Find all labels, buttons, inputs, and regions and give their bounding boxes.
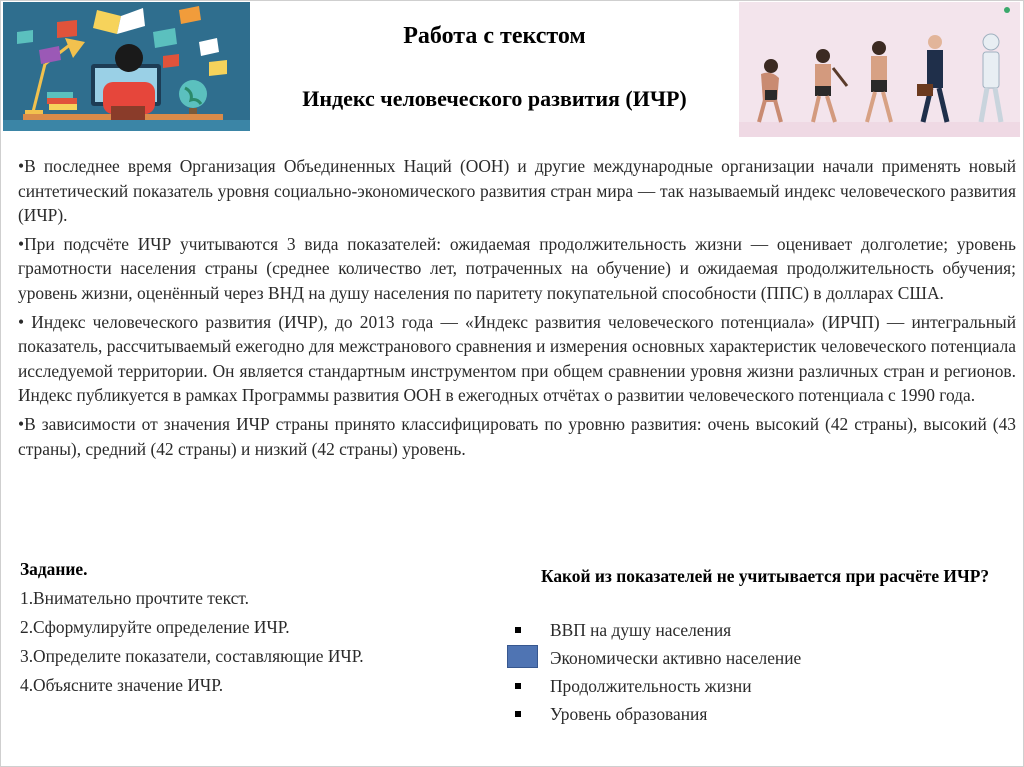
text-paragraph: •В зависимости от значения ИЧР страны принято классифицировать по уровню развития: очень высокий (42 страны), высокий (43 страны), средний (42 страны) и низкий (42 страны) уровень. xyxy=(18,413,1016,459)
bullet-icon xyxy=(515,683,521,689)
text-paragraph: •При подсчёте ИЧР учитываются 3 вида показателей: ожидаемая продолжительность жизни — оценивает долголетие; уровень грамотности населения страны (среднее количество лет, потраченных на обучение) и ожидаемая продолжительность обучения; уровень жизни, оценённый через ВНД на душу населения по паритету покупательной способности (ППС) в долларах США. xyxy=(18,233,1016,303)
quiz-option[interactable] xyxy=(507,616,1007,644)
quiz-option-label: Уровень образования xyxy=(550,704,708,724)
task-item: 3.Определите показатели, составляющие ИЧР. xyxy=(20,646,364,666)
text-paragraph: • Индекс человеческого развития (ИЧР), до 2013 года — «Индекс развития человеческого потенциала» (ИРЧП) — интегральный показатель, рассчитываемый ежегодно для межстранового сравнения и измерения основных характеристик человеческого потенциала исследуемой территории. Он является стандартным инструментом при общем сравнении уровня жизни различных стран и регионов. Индекс публикуется в рамках Программы развития ООН в ежегодных отчётах о развитии человеческого потенциала с 1990 года. xyxy=(18,311,1016,406)
task-block xyxy=(20,555,460,700)
quiz-option[interactable] xyxy=(507,700,1007,728)
quiz-options xyxy=(507,616,1007,728)
text-paragraph: •В последнее время Организация Объединенных Наций (ООН) и другие международные организации начали применять новый синтетический показатель уровня социально-экономического развития стран мира — так называемый индекс человеческого развития (ИЧР). xyxy=(18,156,1016,226)
task-item: 1.Внимательно прочтите текст. xyxy=(20,588,249,608)
text-body xyxy=(18,154,1016,465)
page-subtitle: Индекс человеческого развития (ИЧР) xyxy=(302,86,687,111)
evolution-of-man-illustration xyxy=(739,2,1020,137)
quiz-option-label: Экономически активно население xyxy=(550,648,802,668)
bullet-icon xyxy=(515,627,521,633)
task-item: 2.Сформулируйте определение ИЧР. xyxy=(20,617,290,637)
student-studying-illustration xyxy=(3,2,250,131)
quiz-option-label: ВВП на душу населения xyxy=(550,620,732,640)
selection-marker-icon xyxy=(507,645,538,668)
page-title: Работа с текстом xyxy=(403,23,586,49)
quiz-option[interactable] xyxy=(507,672,1007,700)
task-item: 4.Объясните значение ИЧР. xyxy=(20,675,224,695)
task-heading: Задание. xyxy=(20,559,88,579)
bullet-icon xyxy=(515,711,521,717)
quiz-question: Какой из показателей не учитывается при расчёте ИЧР? xyxy=(540,566,990,586)
quiz-option-label: Продолжительность жизни xyxy=(550,676,752,696)
quiz-option-selected[interactable] xyxy=(507,644,1007,672)
